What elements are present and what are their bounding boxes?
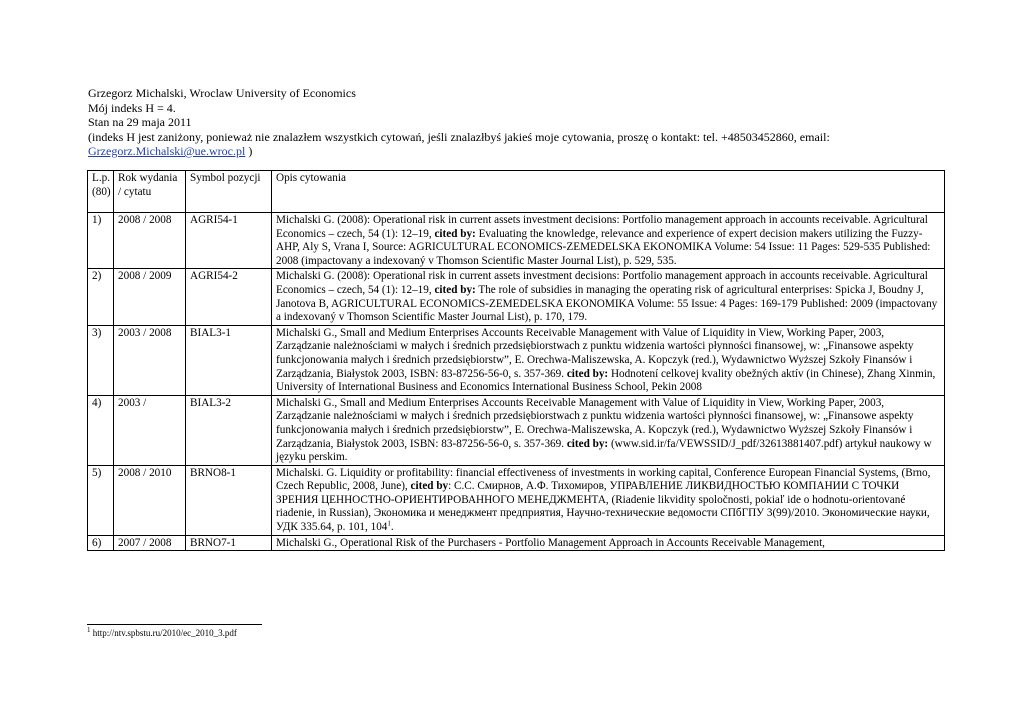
header-symbol: Symbol pozycji <box>186 171 272 213</box>
desc-after: Evaluating the knowledge, relevance and experience of expert decision makers utilizing the Fuzzy-AHP, Aly S, Vrana I, Source: AGRICULTURAL ECONOMICS-ZEMEDELSKA EKONOMIKA Volume: 54 Issue: 11 Pages: 529-535 Published: 2008 (impactovany a indexovaný v Thomson Scientific Master Journal List), p. 529, 535. <box>276 227 931 267</box>
desc-before: Michalski G., Operational Risk of the Purchasers - Portfolio Management Approach in Accounts Receivable Management, <box>276 536 825 549</box>
table-header-row <box>88 171 945 213</box>
footnote-text: http://ntv.spbstu.ru/2010/ec_2010_3.pdf <box>90 628 237 638</box>
row-rok: 2003 / <box>114 395 186 465</box>
header-opis: Opis cytowania <box>272 171 945 213</box>
row-description <box>272 213 945 269</box>
row-description <box>272 465 945 535</box>
row-lp: 1) <box>88 213 114 269</box>
table-row <box>88 325 945 395</box>
desc-before: Michalski G. (2008): Operational risk in current assets investment decisions: Portfolio management approach in accounts receivable. Agricultural Economics – czech, 54 (1): 12–19, <box>276 214 928 240</box>
header-rok: Rok wydania / cytatu <box>114 171 186 213</box>
author-line: Grzegorz Michalski, Wroclaw University of Economics <box>88 86 356 100</box>
header-lp: L.p. (80) <box>88 171 114 213</box>
table-row <box>88 535 945 551</box>
desc-before: Michalski G., Small and Medium Enterprises Accounts Receivable Management with Value of Liquidity in View, Working Paper, 2003, Zarządzanie należnościami w małych i średnich przedsiębiorstwach z punktu widzenia wartości płynności finansowej, w: „Finansowe aspekty funkcjonowania małych i średnich przedsiębiorstw”, E. Orechwa-Maliszewska, A. Kopczyk (red.), Wydawnictwo Wyższej Szkoły Finansów i Zarządzania, Białystok 2003, ISBN: 83-87256-56-0, s. 357-369. <box>276 396 914 450</box>
desc-after: The role of subsidies in managing the operating risk of agricultural enterprises: Spicka J, Boudny J, Janotova B, AGRICULTURAL ECONOMICS-ZEMEDELSKA EKONOMIKA Volume: 55 Issue: 4 Pages: 169-179 Published: 2009 (impactovany a indexovaný v Thomson Scientific Master Journal List), p. 170, 179. <box>276 283 938 324</box>
desc-tail: . <box>390 521 394 534</box>
desc-after: (www.sid.ir/fa/VEWSSID/J_pdf/32613881407.pdf) artykuł naukowy w języku perskim. <box>276 437 932 464</box>
desc-after: Hodnotení celkovej kvality obežných aktív (in Chinese), Zhang Xinmin, University of International Business and Economics International Business School, Pekin 2008 <box>276 367 936 394</box>
note-line: (indeks H jest zaniżony, ponieważ nie znalazłem wszystkich cytowań, jeśli znalazłbyś jakieś moje cytowania, proszę o kontakt: tel. +48503452860, email: <box>88 129 830 144</box>
cited-by-label: cited by: <box>566 367 609 380</box>
row-rok: 2008 / 2009 <box>114 269 186 325</box>
citations-table <box>87 170 945 551</box>
row-rok: 2008 / 2008 <box>114 213 186 269</box>
row-symbol: BIAL3-2 <box>186 395 272 465</box>
row-description <box>272 325 945 395</box>
row-symbol: BIAL3-1 <box>186 325 272 395</box>
desc-before: Michalski G. (2008): Operational risk in current assets investment decisions: Portfolio management approach in accounts receivable. Agricultural Economics – czech, 54 (1): 12–19, <box>276 270 928 296</box>
note-close: ) <box>245 144 253 158</box>
footnote-ref[interactable]: 1 <box>387 519 391 528</box>
table-row <box>88 213 945 269</box>
row-symbol: AGRI54-1 <box>186 213 272 269</box>
table-row <box>88 465 945 535</box>
row-rok: 2008 / 2010 <box>114 465 186 535</box>
footnote-separator <box>87 624 262 625</box>
cited-by-label: cited by: <box>434 283 476 296</box>
desc-after: : С.С. Смирнов, А.Ф. Тихомиров, УПРАВЛЕНИЕ ЛИКВИДНОСТЬЮ КОМПАНИИ С ТОЧКИ ЗРЕНИЯ ЦЕННОСТНО-ОРИЕНТИРОВАННОГО МЕНЕДЖМЕНТА, (Riadenie likvidity spoločnosti, pokiaľ ide o hodnotu-orientované riadenie, in Russian), Экономика и менеджмент предприятия, Научно-технические ведомости СПбГПУ 3(99)/2010. Экономические науки, УДК 335.64, p. 101, 104 <box>276 480 930 534</box>
row-lp: 5) <box>88 465 114 535</box>
table-row <box>88 395 945 465</box>
row-lp: 4) <box>88 395 114 465</box>
cited-by-label: cited by: <box>566 437 609 450</box>
row-symbol: AGRI54-2 <box>186 269 272 325</box>
index-line: Mój indeks H = 4. <box>88 100 176 115</box>
row-rok: 2007 / 2008 <box>114 535 186 551</box>
footnote-mark: 1 <box>87 626 91 634</box>
email-line <box>88 144 948 159</box>
desc-before: Michalski. G. Liquidity or profitability: financial effectiveness of investments in working capital, Conference European Financial Systems, (Brno, Czech Republic, 2008, June), <box>276 466 931 493</box>
cited-by-label: cited by: <box>434 227 476 240</box>
cited-by-label: cited by <box>410 480 449 493</box>
row-lp: 3) <box>88 325 114 395</box>
row-description <box>272 395 945 465</box>
row-symbol: BRNO8-1 <box>186 465 272 535</box>
row-description <box>272 269 945 325</box>
footnote <box>87 628 237 638</box>
date-line: Stan na 29 maja 2011 <box>88 115 192 129</box>
document-header <box>88 86 948 159</box>
table-row <box>88 269 945 325</box>
row-lp: 2) <box>88 269 114 325</box>
row-description <box>272 535 945 551</box>
email-link[interactable]: Grzegorz.Michalski@ue.wroc.pl <box>88 144 246 158</box>
row-rok: 2003 / 2008 <box>114 325 186 395</box>
row-symbol: BRNO7-1 <box>186 535 272 551</box>
row-lp: 6) <box>88 535 114 551</box>
desc-before: Michalski G., Small and Medium Enterprises Accounts Receivable Management with Value of Liquidity in View, Working Paper, 2003, Zarządzanie należnościami w małych i średnich przedsiębiorstwach z punktu widzenia wartości płynności finansowej, w: „Finansowe aspekty funkcjonowania małych i średnich przedsiębiorstw”, E. Orechwa-Maliszewska, A. Kopczyk (red.), Wydawnictwo Wyższej Szkoły Finansów i Zarządzania, Białystok 2003, ISBN: 83-87256-56-0, s. 357-369. <box>276 326 914 380</box>
